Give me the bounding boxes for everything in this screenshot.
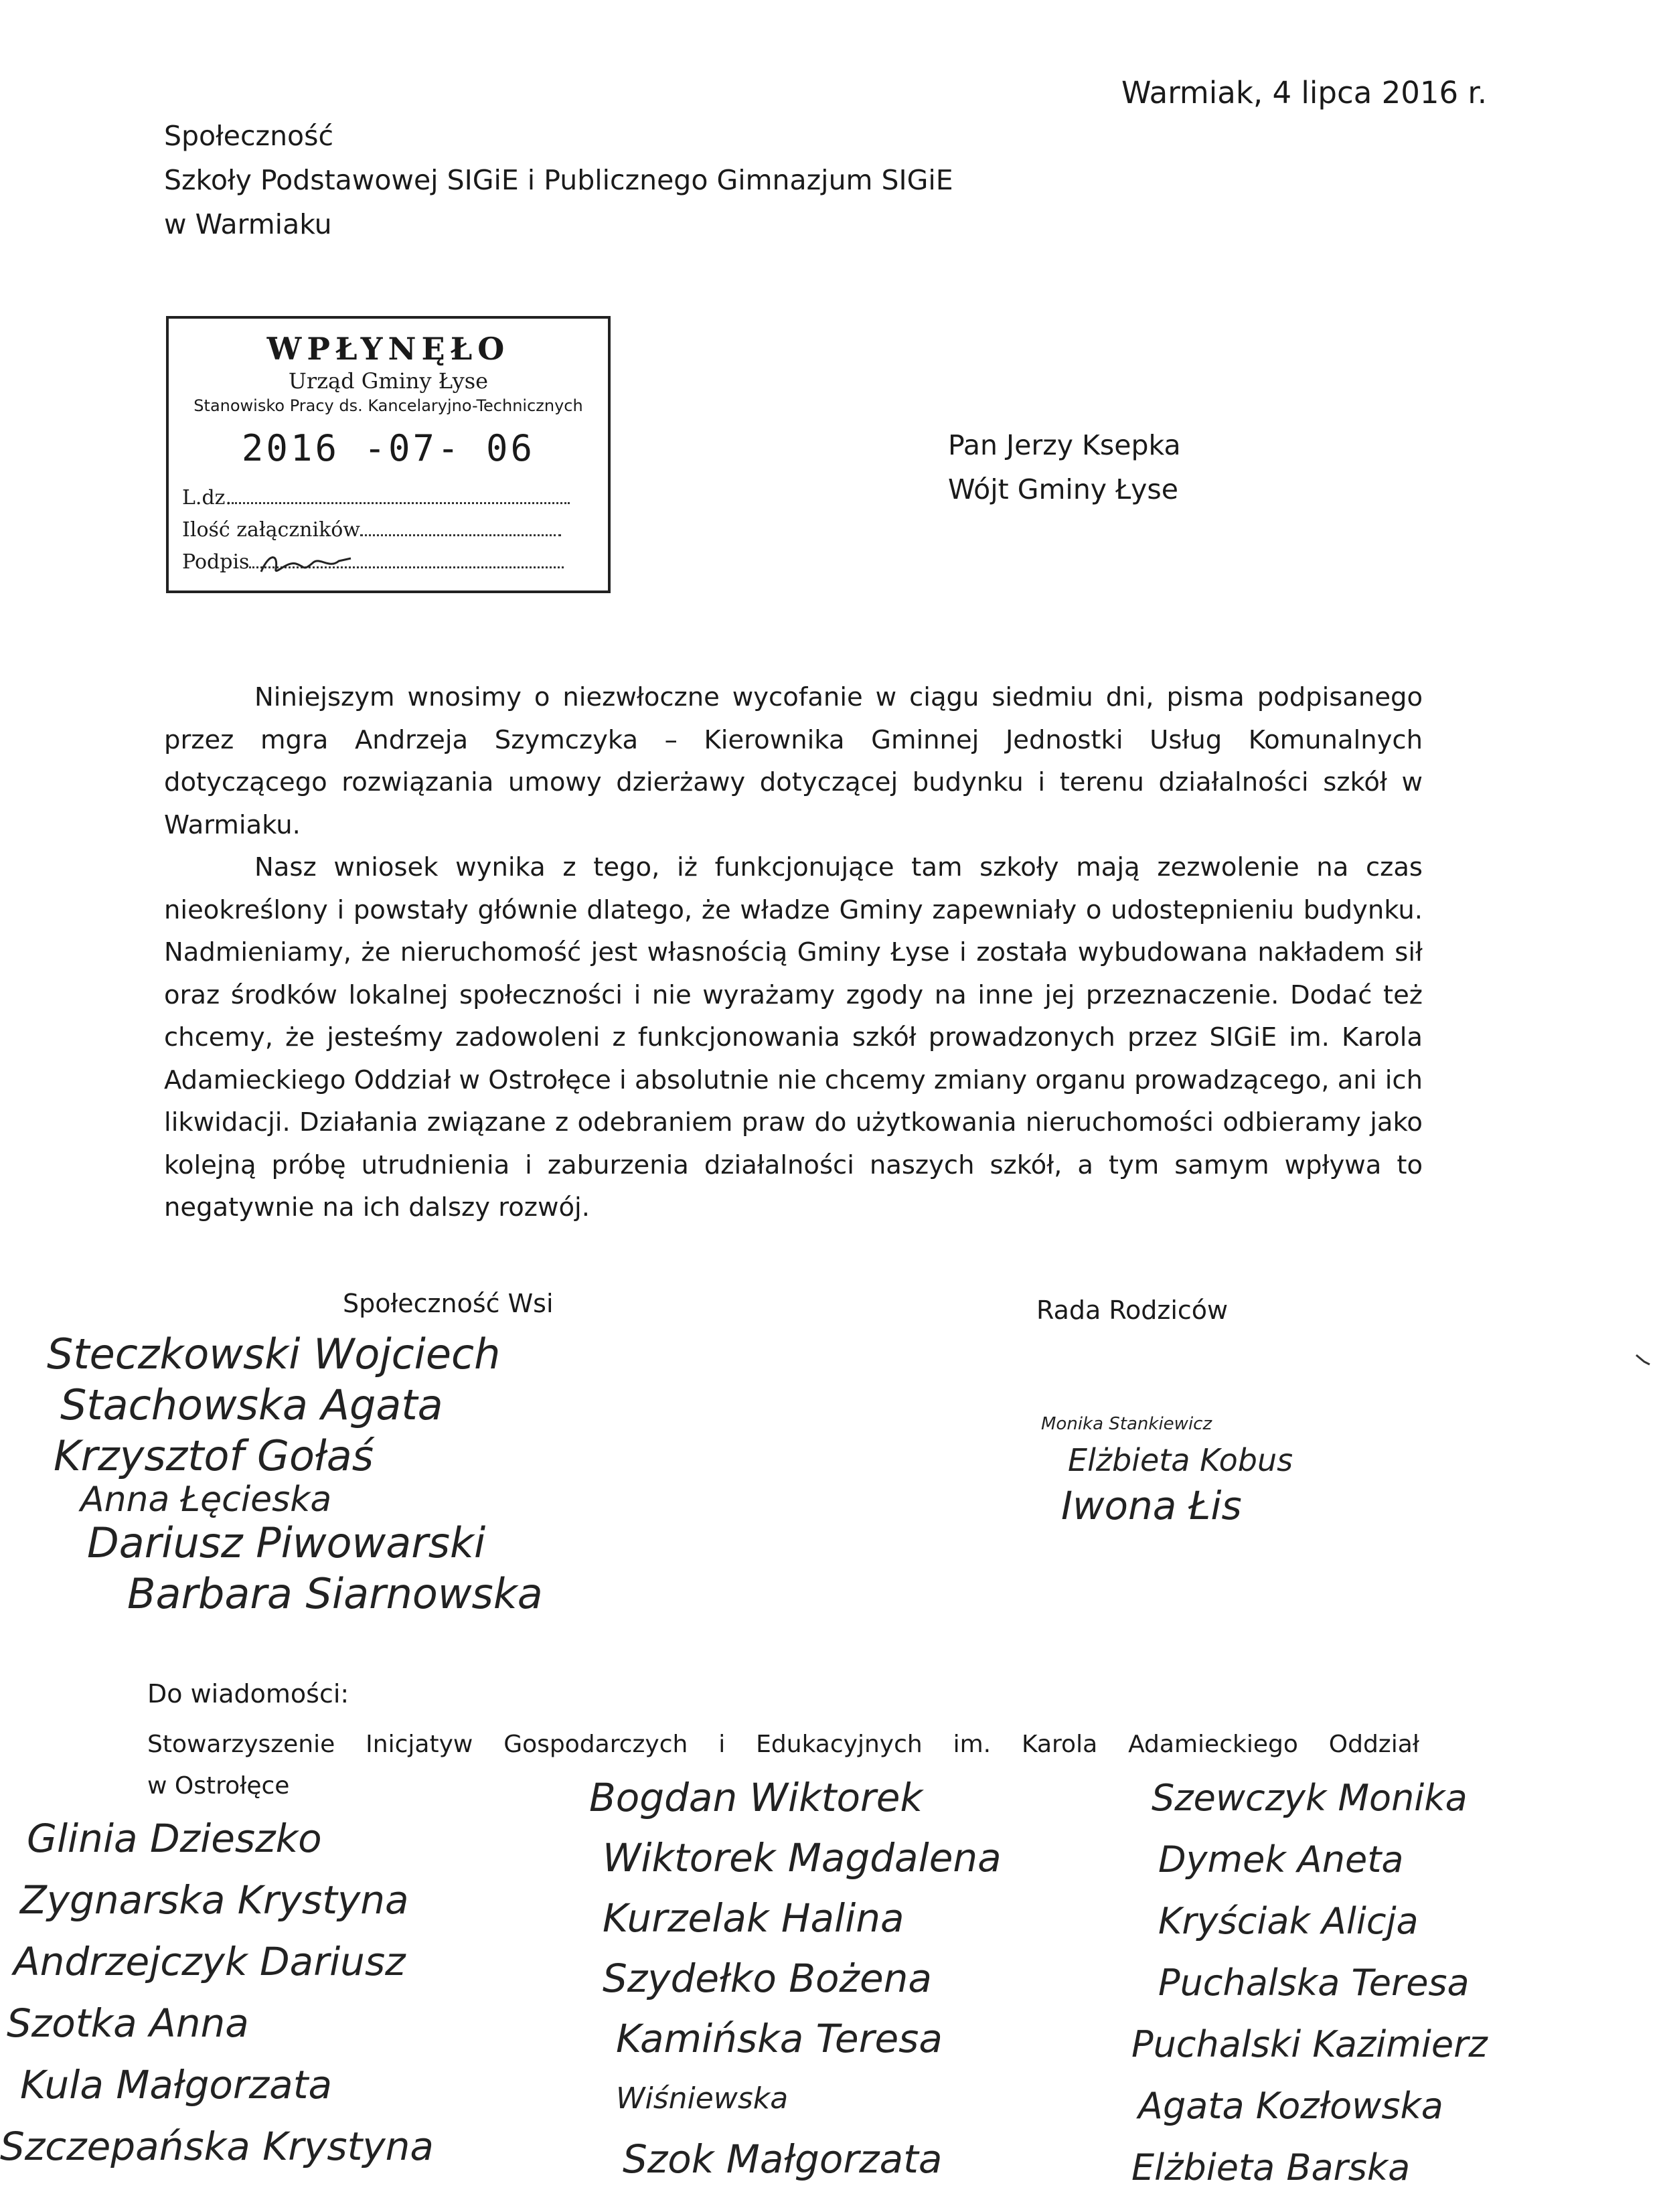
recipient-line: w Warmiaku [164, 208, 332, 240]
recipient-line: Szkoły Podstawowej SIGiE i Publicznego Gimnazjum SIGiE [164, 164, 953, 196]
parents-council-label: Rada Rodziców [1036, 1295, 1229, 1325]
bottom-signatures-col2 [589, 1767, 1002, 2189]
bottom-signatures-col1 [0, 1808, 434, 2177]
handwritten-signature: Kula Małgorzata [20, 2062, 332, 2108]
handwritten-signature: Szczepańska Krystyna [0, 2124, 434, 2169]
stamp-ldz-label: L.dz. [182, 486, 232, 509]
stamp-office: Urząd Gminy Łyse [288, 368, 489, 394]
handwritten-signature: Steczkowski Wojciech [47, 1330, 501, 1378]
handwritten-signature: Andrzejczyk Dariusz [13, 1939, 406, 1984]
handwritten-signature: Elżbieta Barska [1131, 2146, 1411, 2189]
handwritten-signature: Puchalska Teresa [1158, 1962, 1470, 2004]
stamp-post: Stanowisko Pracy ds. Kancelaryjno-Technicznych [193, 396, 583, 415]
handwritten-signature: Monika Stankiewicz [1041, 1414, 1212, 1434]
stamp-signature-label: Podpis [182, 550, 250, 574]
handwritten-signature: Puchalski Kazimierz [1131, 2023, 1488, 2065]
handwritten-signature: Szewczyk Monika [1152, 1777, 1468, 1819]
cc-word: Adamieckiego [1128, 1731, 1298, 1758]
handwritten-signature: Szotka Anna [7, 2000, 249, 2046]
stamp-date: 2016 -07- 06 [241, 427, 536, 469]
handwritten-signature: Anna Łęcieska [80, 1480, 332, 1520]
body-paragraph: Niniejszym wnosimy o niezwłoczne wycofanie w ciągu siedmiu dni, pisma podpisanego przez mgra Andrzeja Szymczyka – Kierownika Gminnej Jednostki Usług Komunalnych dotyczącego rozwiązania umowy dzierżawy dotyczącej budynku i terenu działalności szkół w Warmiaku. [164, 682, 1423, 840]
handwritten-signature: Glinia Dzieszko [27, 1816, 322, 1861]
handwritten-signature: Wiktorek Magdalena [603, 1835, 1002, 1881]
letter-body [164, 676, 1423, 1229]
recipient-line: Społeczność [164, 120, 334, 152]
body-paragraph: Nasz wniosek wynika z tego, iż funkcjonujące tam szkoły mają zezwolenie na czas nieokreślony i powstały głównie dlatego, że władze Gminy zapewniały o udostepnieniu budynku. Nadmieniamy, że nieruchomość jest własnością Gminy Łyse i została wybudowana nakładem sił oraz środków lokalnej społeczności i nie wyrażamy zgody na inne jej przeznaczenie. Dodać też chcemy, że jesteśmy zadowoleni z funkcjonowania szkół prowadzonych przez SIGiE im. Karola Adamieckiego Oddział w Ostrołęce i absolutnie nie chcemy zmiany organu prowadzącego, ani ich likwidacji. Działania związane z odebraniem praw do użytkowania nieruchomości odbieramy jako kolejną próbę utrudnienia i zaburzenia działalności naszych szkół, a tym samym wpływa to negatywnie na ich dalszy rozwój. [164, 852, 1423, 1222]
addressee-block [948, 423, 1181, 511]
handwritten-signature: Szok Małgorzata [623, 2136, 943, 2182]
cc-word: Gospodarczych [503, 1731, 688, 1758]
stamp-signature-scribble [256, 549, 356, 578]
dotted-line [249, 566, 564, 568]
place-date: Warmiak, 4 lipca 2016 r. [1121, 75, 1488, 110]
cc-word: i [718, 1731, 726, 1758]
stamp-attachments-label: Ilość załączników [182, 518, 360, 542]
handwritten-signature: Szydełko Bożena [603, 1956, 932, 2001]
handwritten-signature: Zygnarska Krystyna [20, 1877, 409, 1923]
cc-organization-line [147, 1724, 1419, 1765]
handwritten-signature: Wiśniewska [616, 2081, 789, 2116]
stamp-title: WPŁYNĘŁO [266, 331, 510, 367]
cc-word: Stowarzyszenie [147, 1731, 335, 1758]
cc-word: Karola [1022, 1731, 1098, 1758]
cc-word: im. [953, 1731, 992, 1758]
stamp-ldz-row [182, 486, 595, 509]
handwritten-signature: Krzysztof Gołaś [54, 1431, 374, 1480]
bottom-signatures-col3 [1131, 1767, 1488, 2199]
handwritten-signature: Iwona Łis [1061, 1483, 1242, 1528]
handwritten-signature: Dymek Aneta [1158, 1838, 1404, 1881]
margin-mark [1635, 1352, 1652, 1367]
handwritten-signature: Kamińska Teresa [616, 2016, 943, 2061]
parents-signatures [1041, 1409, 1293, 1530]
handwritten-signature: Dariusz Piwowarski [87, 1518, 486, 1567]
village-signatures [47, 1329, 543, 1620]
cc-organization-line: w Ostrołęce [147, 1772, 290, 1800]
recipient-block [164, 114, 953, 246]
handwritten-signature: Kryściak Alicja [1158, 1900, 1419, 1942]
handwritten-signature: Barbara Siarnowska [127, 1569, 543, 1618]
cc-label: Do wiadomości: [147, 1679, 349, 1709]
handwritten-signature: Kurzelak Halina [603, 1895, 904, 1941]
cc-word: Edukacyjnych [756, 1731, 923, 1758]
addressee-role: Wójt Gminy Łyse [948, 473, 1178, 505]
handwritten-signature: Bogdan Wiktorek [589, 1775, 923, 1820]
cc-word: Inicjatyw [366, 1731, 473, 1758]
stamp-signature-row [182, 550, 595, 574]
addressee-name: Pan Jerzy Ksepka [948, 429, 1181, 461]
dotted-line [360, 534, 561, 536]
handwritten-signature: Stachowska Agata [60, 1380, 443, 1429]
received-stamp [166, 316, 611, 593]
handwritten-signature: Agata Kozłowska [1138, 2085, 1443, 2127]
village-community-label: Społeczność Wsi [343, 1289, 554, 1318]
dotted-line [232, 502, 570, 504]
stamp-attachments-row [182, 518, 595, 542]
handwritten-signature: Elżbieta Kobus [1068, 1442, 1293, 1478]
cc-word: Oddział [1328, 1731, 1419, 1758]
